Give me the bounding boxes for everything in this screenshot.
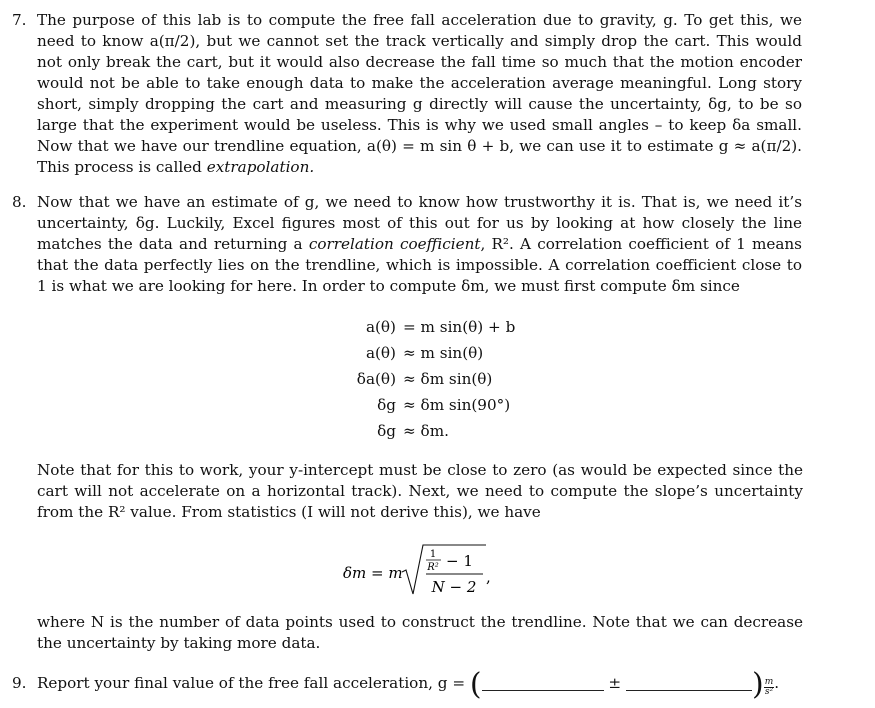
item-8-text: Now that we have an estimate of g, we need to know how trustworthy it is. That is, we need it’s uncertainty, δg. Luckily, Excel figures most of this out for us by looking at how closely the line matches the data and returning a <box>37 193 802 253</box>
equation-row: a(θ) = m sin(θ) + b <box>365 318 516 336</box>
item-8 <box>12 192 802 297</box>
slope-uncertainty-formula <box>343 542 503 606</box>
formula-svg <box>343 542 503 600</box>
item-8-emphasis: correlation coefficient <box>308 235 481 253</box>
item-7-emphasis: extrapolation. <box>206 158 315 176</box>
item-7 <box>12 10 802 178</box>
equation-row: δg ≈ δm. <box>377 422 449 440</box>
close-paren: ) <box>751 667 764 702</box>
item-8-number: 8. <box>12 193 27 211</box>
inner-num-rest: − 1 <box>446 552 473 570</box>
item-9-number: 9. <box>12 674 27 692</box>
item-8-body <box>37 192 802 297</box>
formula-lhs: δm = m <box>343 564 403 582</box>
unit-fraction: $\frac{m}{\text{s²}}$ <box>764 677 774 697</box>
equation-row: δa(θ) ≈ δm sin(θ) <box>356 370 493 388</box>
equation-array <box>300 314 560 444</box>
open-paren: ( <box>469 667 482 702</box>
item-9-text: Report your final value of the free fall acceleration, g = <box>37 674 466 692</box>
equation-row: δg ≈ δm sin(90°) <box>377 396 511 414</box>
item-8-text-b: , R². A correlation coefficient of 1 means that the data perfectly lies on the trendline, which is impossible. A correlation coefficient close to 1 is what we are looking for here. In order to compute δm, we must first compute δm since <box>37 235 802 295</box>
inner-frac-bottom: R² <box>427 562 439 573</box>
equation-row: a(θ) ≈ m sin(θ) <box>365 344 484 362</box>
item-7-number: 7. <box>12 11 27 29</box>
value-blank[interactable] <box>482 676 604 691</box>
denominator: N − 2 <box>431 578 477 596</box>
plus-minus: ± <box>608 674 622 692</box>
item-9-body: Report your final value of the free fall acceleration, g = ( ± ) $\frac{m}{\text{s²}}$ . <box>37 667 780 702</box>
item-7-text: The purpose of this lab is to compute the free fall acceleration due to gravity, g. To get this, we need to know a(π/2), but we cannot set the track vertically and simply drop the cart. This would not only break the cart, but it would also decrease the fall time so much that the motion encoder would not be able to take enough data to make the acceleration average meaningful. Long story short, simply dropping the cart and measuring g directly will cause the uncertainty, δg, to be so large that the experiment would be useless. This is why we used small angles – to keep δa small. Now that we have our trendline equation, a(θ) = m sin θ + b, we can use it to estimate g ≈ a(π/2). This process is called <box>37 11 802 176</box>
item-9 <box>12 667 812 702</box>
note-paragraph: Note that for this to work, your y-intercept must be close to zero (as would be expected since the cart will not accelerate on a horizontal track). Next, we need to compute the slope’s uncertainty from the R² value. From statistics (I will not derive this), we have <box>37 461 803 521</box>
inner-frac-top: 1 <box>429 549 437 560</box>
uncertainty-blank[interactable] <box>626 676 752 691</box>
note-2: where N is the number of data points used to construct the trendline. Note that we can decrease the uncertainty by taking more data. <box>37 613 803 652</box>
formula-trailing: , <box>486 568 491 586</box>
item-7-body <box>37 10 802 178</box>
